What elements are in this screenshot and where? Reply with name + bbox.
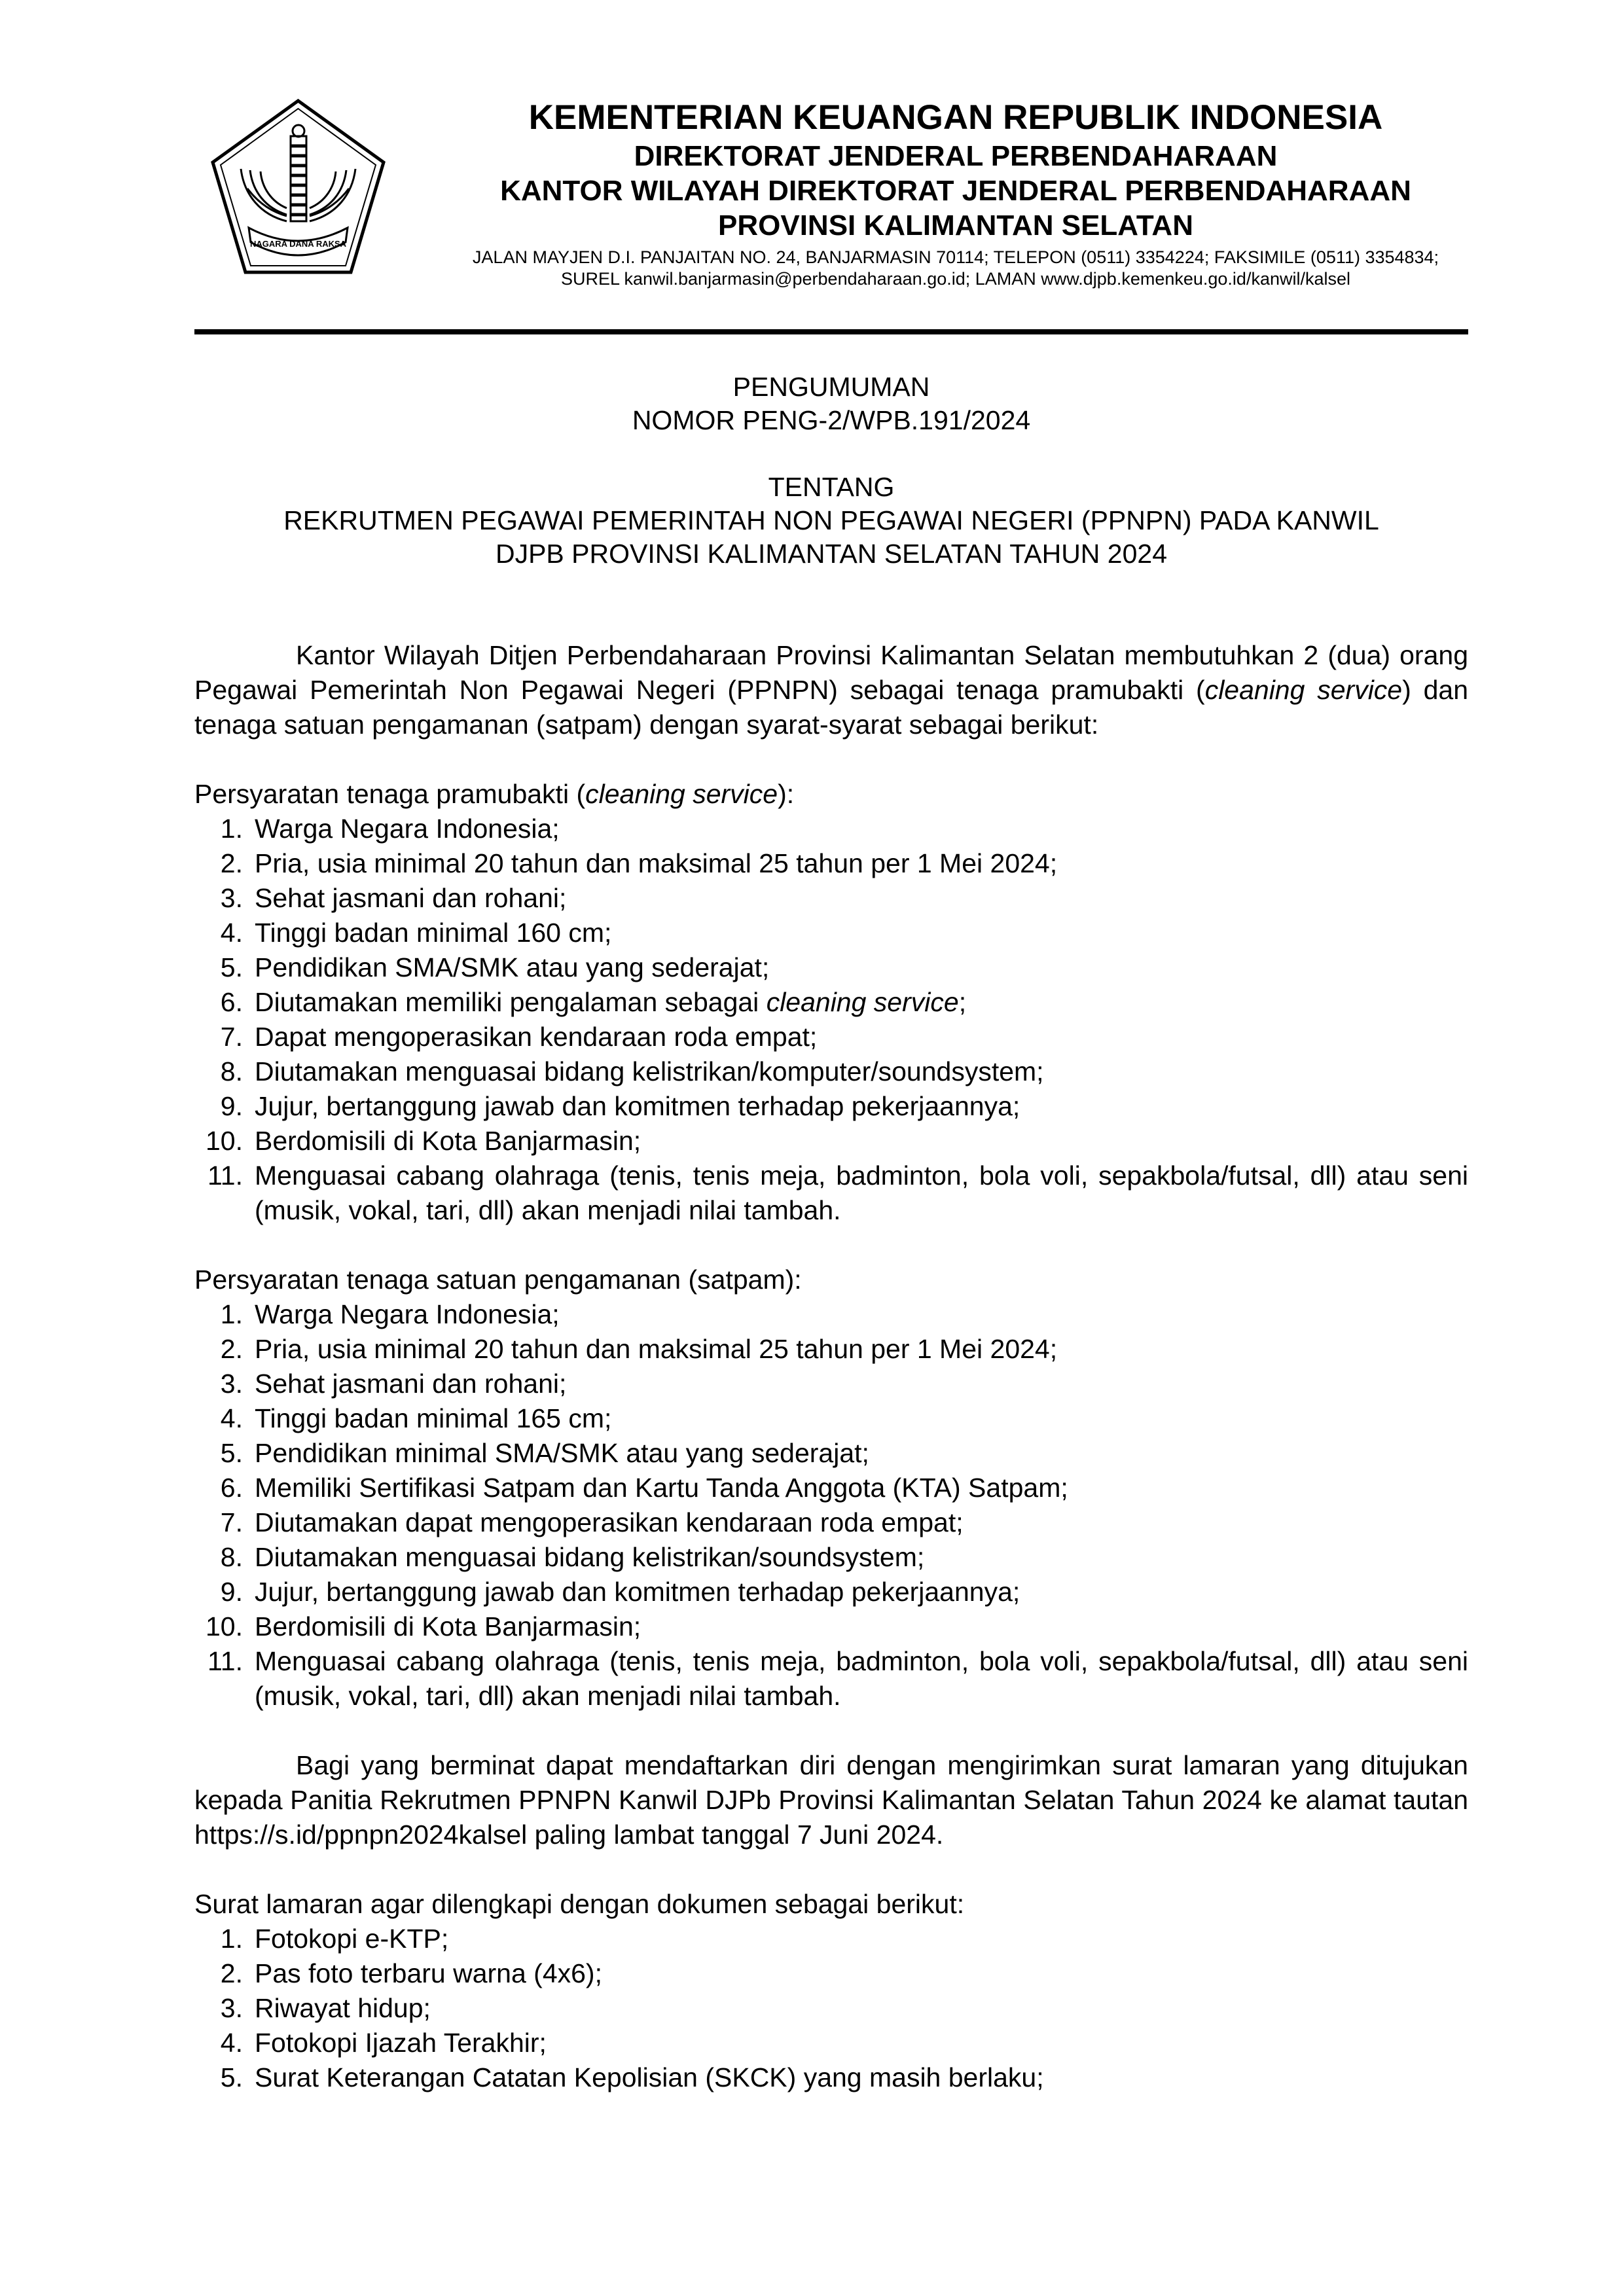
list-item: 8. Diutamakan menguasai bidang kelistrikan/soundsystem; [220,1542,925,1572]
office-address: JALAN MAYJEN D.I. PANJAITAN NO. 24, BANJARMASIN 70114; TELEPON (0511) 3354224; FAKSIMILE (0511) 3354834; [472,247,1439,267]
announcement-title [194,370,1468,571]
province-name: PROVINSI KALIMANTAN SELATAN [718,209,1193,242]
intro-paragraph: Kantor Wilayah Ditjen Perbendaharaan Provinsi Kalimantan Selatan membutuhkan 2 (dua) orang Pegawai Pemerintah Non Pegawai Negeri (PPNPN) sebagai tenaga pramubakti (cleaning service) dan tenaga satuan pengamanan (satpam) dengan syarat-syarat sebagai berikut: [194,640,1468,740]
list-item: 11. Menguasai cabang olahraga (tenis, tenis meja, badminton, bola voli, sepakbola/futsal, dll) atau seni (musik, vokal, tari, dll) akan menjadi nilai tambah. [208,1160,1468,1225]
list-item: 7. Diutamakan dapat mengoperasikan kendaraan roda empat; [220,1507,964,1537]
list-item: 9. Jujur, bertanggung jawab dan komitmen terhadap pekerjaannya; [220,1577,1020,1607]
list-item: 1. Warga Negara Indonesia; [220,1299,560,1329]
office-contact: SUREL kanwil.banjarmasin@perbendaharaan.go.id; LAMAN www.djpb.kemenkeu.go.id/kanwil/kalsel [560,269,1351,289]
subject-line-1: REKRUTMEN PEGAWAI PEMERINTAH NON PEGAWAI NEGERI (PPNPN) PADA KANWIL [283,505,1379,535]
list-item: 6. Diutamakan memiliki pengalaman sebagai cleaning service; [220,987,967,1017]
list-item: 7. Dapat mengoperasikan kendaraan roda empat; [220,1022,818,1052]
documents-list [194,1922,1468,2095]
list-item: 4. Tinggi badan minimal 165 cm; [220,1403,612,1433]
logo-motto: NAGARA DANA RAKSA [249,239,347,249]
announcement-body [194,638,1468,2095]
security-requirements-list [194,1297,1468,1713]
header-divider [194,329,1468,334]
document-number: NOMOR PENG-2/WPB.191/2024 [632,405,1031,435]
list-item: 8. Diutamakan menguasai bidang kelistrikan/komputer/soundsystem; [220,1056,1044,1086]
list-item: 1. Warga Negara Indonesia; [220,814,560,844]
application-paragraph: Bagi yang berminat dapat mendaftarkan diri dengan mengirimkan surat lamaran yang ditujukan kepada Panitia Rekrutmen PPNPN Kanwil DJPb Provinsi Kalimantan Selatan Tahun 2024 ke alamat tautan https://s.id/ppnpn2024kalsel paling lambat tanggal 7 Juni 2024. [194,1750,1468,1850]
list-item: 3. Sehat jasmani dan rohani; [220,883,567,913]
list-item: 3. Riwayat hidup; [220,1993,431,2023]
list-item: 9. Jujur, bertanggung jawab dan komitmen terhadap pekerjaannya; [220,1091,1020,1121]
list-item: 5. Pendidikan SMA/SMK atau yang sederajat; [220,952,770,982]
list-item: 5. Surat Keterangan Catatan Kepolisian (SKCK) yang masih berlaku; [220,2062,1044,2092]
kemenkeu-logo [208,97,388,277]
list-item: 10. Berdomisili di Kota Banjarmasin; [206,1611,641,1641]
list-item: 10. Berdomisili di Kota Banjarmasin; [206,1126,641,1156]
letterhead [419,97,1492,290]
list-item: 5. Pendidikan minimal SMA/SMK atau yang sederajat; [220,1438,869,1468]
ministry-name: KEMENTERIAN KEUANGAN REPUBLIK INDONESIA [528,98,1383,137]
list-item: 11. Menguasai cabang olahraga (tenis, tenis meja, badminton, bola voli, sepakbola/futsal, dll) atau seni (musik, vokal, tari, dll) akan menjadi nilai tambah. [208,1646,1468,1711]
about-label: TENTANG [768,472,895,502]
directorate-name: DIREKTORAT JENDERAL PERBENDAHARAAN [634,140,1278,172]
cleaning-requirements-heading: Persyaratan tenaga pramubakti (cleaning service): [194,779,795,809]
list-item: 4. Tinggi badan minimal 160 cm; [220,918,612,948]
list-item: 2. Pria, usia minimal 20 tahun dan maksimal 25 tahun per 1 Mei 2024; [220,848,1058,878]
subject-line-2: DJPB PROVINSI KALIMANTAN SELATAN TAHUN 2024 [495,539,1168,569]
cleaning-requirements-list [194,812,1468,1228]
list-item: 4. Fotokopi Ijazah Terakhir; [220,2028,547,2058]
list-item: 6. Memiliki Sertifikasi Satpam dan Kartu Tanda Anggota (KTA) Satpam; [220,1473,1068,1503]
documents-heading: Surat lamaran agar dilengkapi dengan dokumen sebagai berikut: [194,1889,965,1919]
list-item: 2. Pria, usia minimal 20 tahun dan maksimal 25 tahun per 1 Mei 2024; [220,1334,1058,1364]
list-item: 3. Sehat jasmani dan rohani; [220,1369,567,1399]
regional-office-name: KANTOR WILAYAH DIREKTORAT JENDERAL PERBENDAHARAAN [500,175,1411,207]
security-requirements-heading: Persyaratan tenaga satuan pengamanan (satpam): [194,1265,802,1295]
list-item: 2. Pas foto terbaru warna (4x6); [220,1958,602,1988]
list-item: 1. Fotokopi e-KTP; [220,1924,449,1954]
document-type: PENGUMUMAN [732,372,930,402]
